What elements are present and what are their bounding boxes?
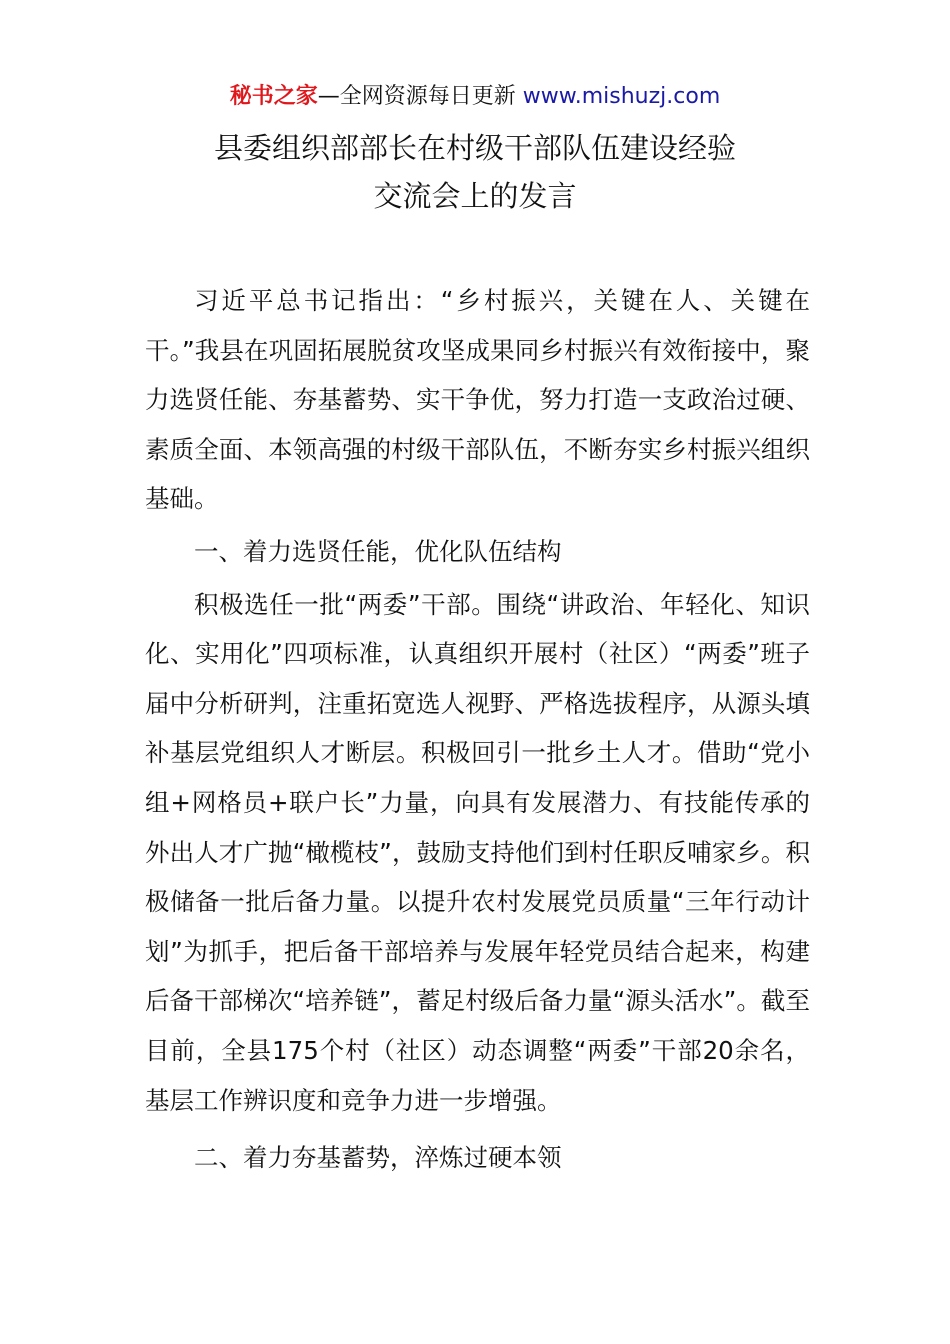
section-heading-2: 二、着力夯基蓄势，淬炼过硬本领 (194, 1143, 562, 1173)
site-brand: 秘书之家 (229, 84, 318, 109)
site-url[interactable]: www.mishuzj.com (522, 84, 721, 109)
document-title-line-2: 交流会上的发言 (373, 179, 577, 213)
body-paragraph: 积极选任一批“两委”干部。围绕“讲政治、年轻化、知识化、实用化”四项标准，认真组织开展村（社区）“两委”班子届中分析研判，注重拓宽选人视野、严格选拔程序，从源头填补基层党组织人才断层。积极回引一批乡土人才。借助“党小组+网格员+联户长”力量，向具有发展潜力、有技能传承的外出人才广抛“橄榄枝”，鼓励支持他们到村任职反哺家乡。积极储备一批后备力量。以提升农村发展党员质量“三年行动计划”为抓手，把后备干部培养与发展年轻党员结合起来，构建后备干部梯次“培养链”，蓄足村级后备力量“源头活水”。截至目前，全县175个村（社区）动态调整“两委”干部20余名，基层工作辨识度和竞争力进一步增强。 (145, 589, 810, 1115)
document-body (145, 276, 810, 1186)
intro-paragraph: 习近平总书记指出：“乡村振兴，关键在人、关键在干。”我县在巩固拓展脱贫攻坚成果同乡村振兴有效衔接中，聚力选贤任能、夯基蓄势、实干争优，努力打造一支政治过硬、素质全面、本领高强的村级干部队伍，不断夯实乡村振兴组织基础。 (145, 286, 810, 514)
document-title-line-1: 县委组织部部长在村级干部队伍建设经验 (213, 131, 736, 165)
section-heading-1: 一、着力选贤任能，优化队伍结构 (194, 536, 562, 566)
site-tagline: —全网资源每日更新 (317, 84, 523, 109)
site-header (0, 80, 950, 114)
